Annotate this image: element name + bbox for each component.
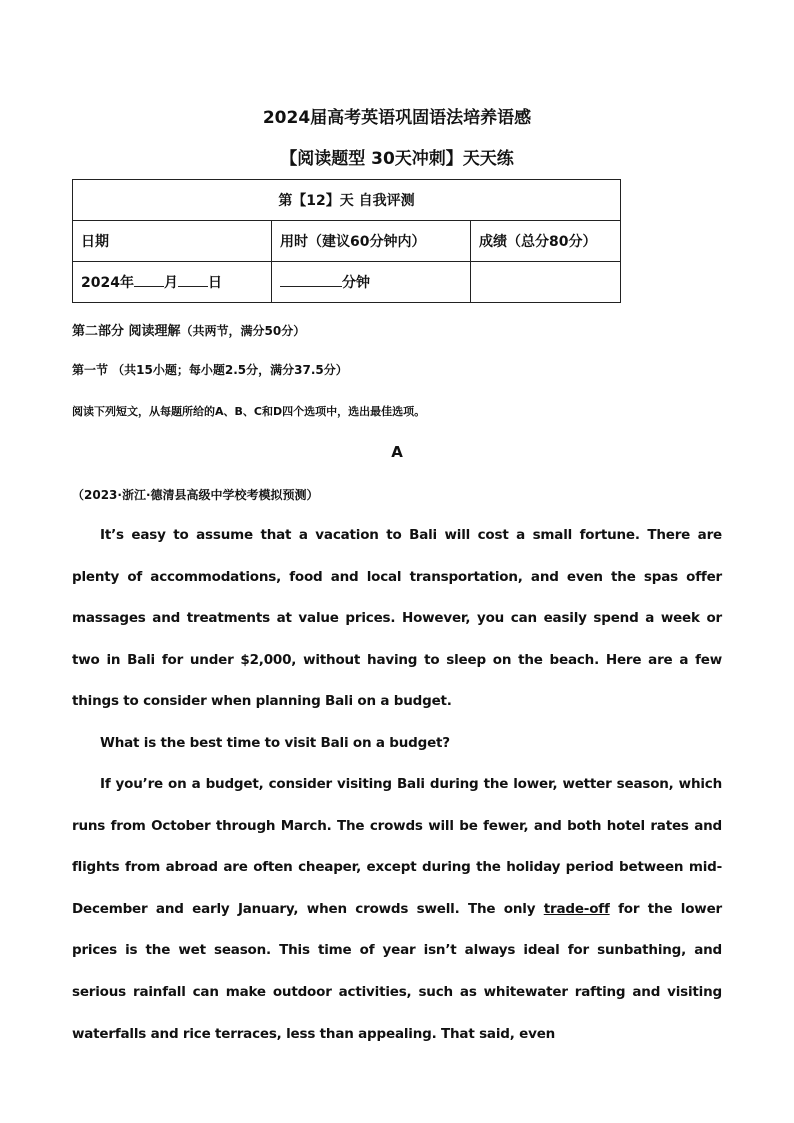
score-field[interactable] — [471, 262, 621, 303]
part-title: 第二部分 阅读理解 — [72, 324, 181, 339]
document-subtitle: 【阅读题型 30天冲刺】天天练 — [280, 149, 514, 169]
date-field[interactable] — [73, 262, 272, 303]
paragraph-2-text: What is the best time to visit Bali on a budget? — [100, 735, 450, 751]
paragraph-3 — [72, 764, 722, 1055]
paragraph-3-start: If you’re on a budget, consider visiting Bali during the lower, wetter season, which runs from October through March. The crowds will be fewer, and both hotel rates and flights from abroad are often cheaper, except during the holiday period between mid-December and early January, when crowds swell. The only — [72, 776, 722, 917]
month-blank[interactable] — [134, 272, 164, 287]
date-label: 日期 — [73, 221, 272, 262]
paragraph-1 — [72, 515, 722, 723]
time-field[interactable] — [272, 262, 471, 303]
minutes-blank[interactable] — [280, 272, 342, 287]
passage-letter: A — [391, 443, 403, 461]
document-title: 2024届高考英语巩固语法培养语感 — [262, 108, 532, 128]
self-evaluation-table — [72, 179, 621, 303]
paragraph-3-text — [72, 764, 722, 1055]
time-label: 用时（建议60分钟内） — [272, 221, 471, 262]
paragraph-3-end: for the lower prices is the wet season. This time of year isn’t always ideal for sunbathing, and serious rainfall can make outdoor activities, such as whitewater rafting and visiting waterfalls and rice terraces, less than appealing. That said, even — [72, 900, 722, 1042]
underlined-term: trade-off — [543, 900, 610, 917]
table-heading: 第【12】天 自我评测 — [73, 180, 621, 221]
section-heading: 第一节 （共15小题；每小题2.5分，满分37.5分） — [72, 363, 348, 377]
date-day: 日 — [207, 275, 222, 291]
paragraph-1-text: It’s easy to assume that a vacation to Bali will cost a small fortune. There are plenty of accommodations, food and local transportation, and even the spas offer massages and treatments at value prices. However, you can easily spend a week or two in Bali for under $2,000, without having to sleep on the beach. Here are a few things to consider when planning Bali on a budget. — [72, 527, 722, 710]
part-note: （共两节，满分50分） — [180, 324, 306, 338]
paragraph-2 — [72, 723, 722, 765]
time-unit: 分钟 — [342, 275, 370, 291]
instructions: 阅读下列短文，从每题所给的A、B、C和D四个选项中，选出最佳选项。 — [72, 405, 426, 418]
day-blank[interactable] — [178, 272, 208, 287]
date-month: 月 — [163, 275, 178, 291]
score-label: 成绩（总分80分） — [471, 221, 621, 262]
date-year: 2024年 — [81, 275, 134, 291]
passage-source: （2023·浙江·德清县高级中学校考模拟预测） — [72, 488, 319, 502]
part-heading — [72, 320, 305, 339]
